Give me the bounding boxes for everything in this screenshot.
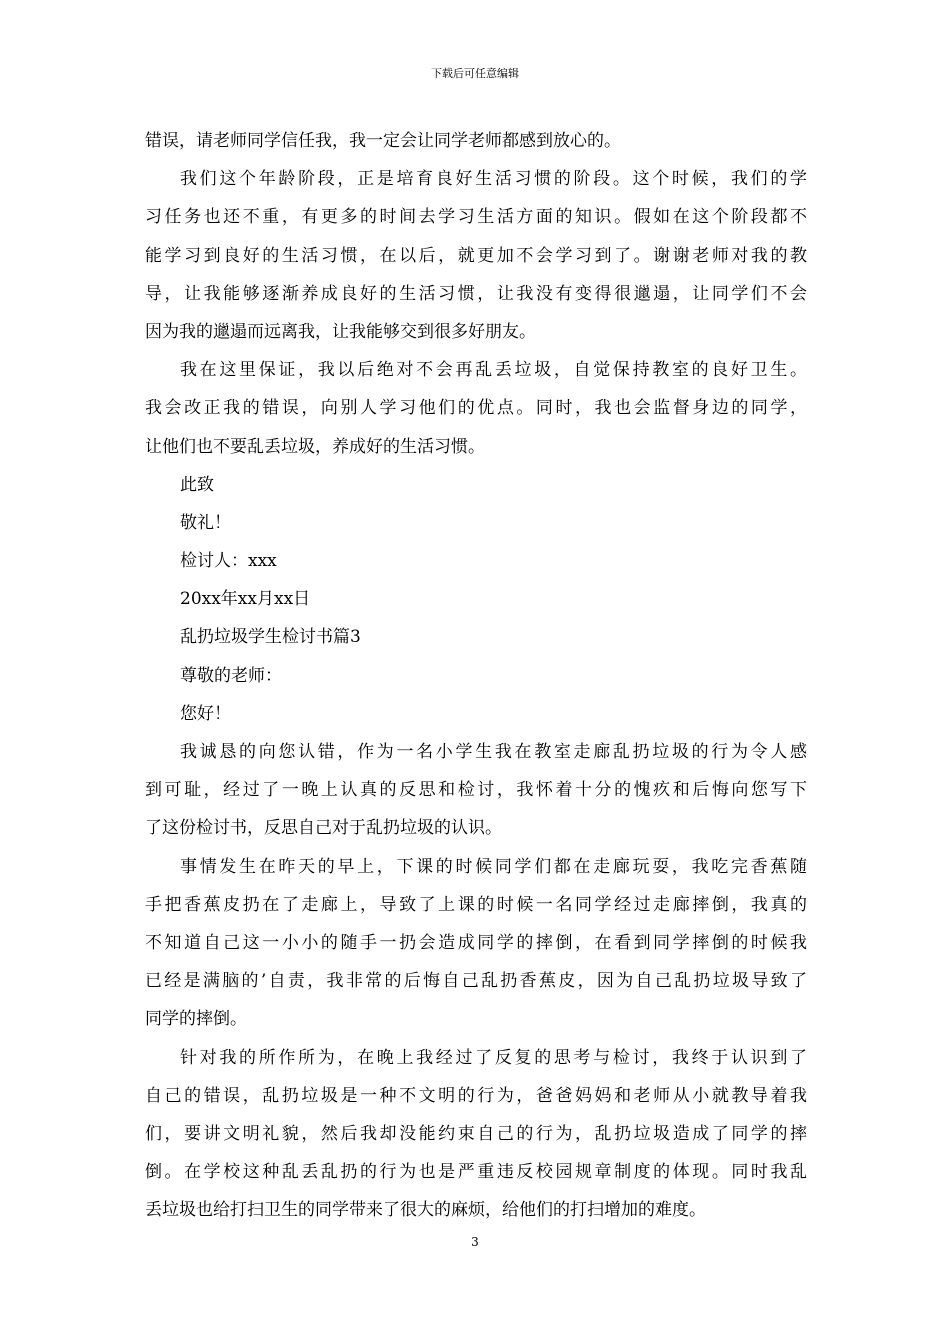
greeting-line: 您好！ bbox=[180, 703, 231, 724]
salutation-line: 敬礼！ bbox=[180, 512, 231, 533]
text-line: 自己的错误，乱扔垃圾是一种不文明的行为，爸爸妈妈和老师从小就教导着我 bbox=[145, 1085, 807, 1106]
text-line: 错误，请老师同学信任我，我一定会让同学老师都感到放心的。 bbox=[145, 131, 621, 151]
text-line: 到可耻，经过了一晚上认真的反思和检讨，我怀着十分的愧疚和后悔向您写下 bbox=[145, 780, 807, 801]
text-line: 我会改正我的错误，向别人学习他们的优点。同时，我也会监督身边的同学， bbox=[145, 398, 807, 419]
section-title: 乱扔垃圾学生检讨书篇3 bbox=[180, 627, 361, 648]
text-line: 手把香蕉皮扔在了走廊上，导致了上课的时候一名同学经过走廊摔倒，我真的 bbox=[145, 894, 807, 915]
text-line: 我诚恳的向您认错，作为一名小学生我在教室走廊乱扔垃圾的行为令人感 bbox=[180, 742, 807, 762]
text-line: 能学习到良好的生活习惯，在以后，就更加不会学习到了。谢谢老师对我的教 bbox=[145, 245, 807, 266]
text-line: 同学的摔倒。 bbox=[145, 1009, 247, 1030]
date-line: 20xx年xx月xx日 bbox=[180, 589, 311, 610]
text-line: 导，让我能够逐渐养成良好的生活习惯，让我没有变得很邋遢，让同学们不会 bbox=[145, 283, 807, 304]
text-line: 丢垃圾也给打扫卫生的同学带来了很大的麻烦，给他们的打扫增加的难度。 bbox=[145, 1200, 706, 1221]
text-line: 了这份检讨书，反思自己对于乱扔垃圾的认识。 bbox=[145, 818, 502, 839]
text-line: 我们这个年龄阶段，正是培育良好生活习惯的阶段。这个时候，我们的学 bbox=[180, 169, 807, 190]
signature-line: 检讨人：xxx bbox=[180, 551, 277, 572]
text-line: 习任务也还不重，有更多的时间去学习生活方面的知识。假如在这个阶段都不 bbox=[145, 207, 807, 228]
salutation-line: 此致 bbox=[180, 474, 214, 495]
text-line: 不知道自己这一小小的随手一扔会造成同学的摔倒，在看到同学摔倒的时候我 bbox=[145, 932, 807, 953]
text-line: 们，要讲文明礼貌，然后我却没能约束自己的行为，乱扔垃圾造成了同学的摔 bbox=[145, 1123, 807, 1144]
document-body bbox=[145, 122, 807, 1229]
text-line: 已经是满脑的’自责，我非常的后悔自己乱扔香蕉皮，因为自己乱扔垃圾导致了 bbox=[145, 971, 807, 992]
greeting-line: 尊敬的老师： bbox=[180, 665, 282, 686]
page-header: 下载后可任意编辑 bbox=[431, 67, 519, 80]
text-line: 因为我的邋遢而远离我，让我能够交到很多好朋友。 bbox=[145, 321, 536, 342]
text-line: 让他们也不要乱丢垃圾，养成好的生活习惯。 bbox=[145, 436, 485, 457]
text-line: 事情发生在昨天的早上，下课的时候同学们都在走廊玩耍，我吃完香蕉随 bbox=[180, 856, 807, 877]
page-number: 3 bbox=[471, 1235, 479, 1249]
text-line: 针对我的所作所为，在晚上我经过了反复的思考与检讨，我终于认识到了 bbox=[180, 1047, 807, 1068]
text-line: 我在这里保证，我以后绝对不会再乱丢垃圾，自觉保持教室的良好卫生。 bbox=[180, 360, 807, 381]
text-line: 倒。在学校这种乱丢乱扔的行为也是严重违反校园规章制度的体现。同时我乱 bbox=[145, 1162, 807, 1183]
